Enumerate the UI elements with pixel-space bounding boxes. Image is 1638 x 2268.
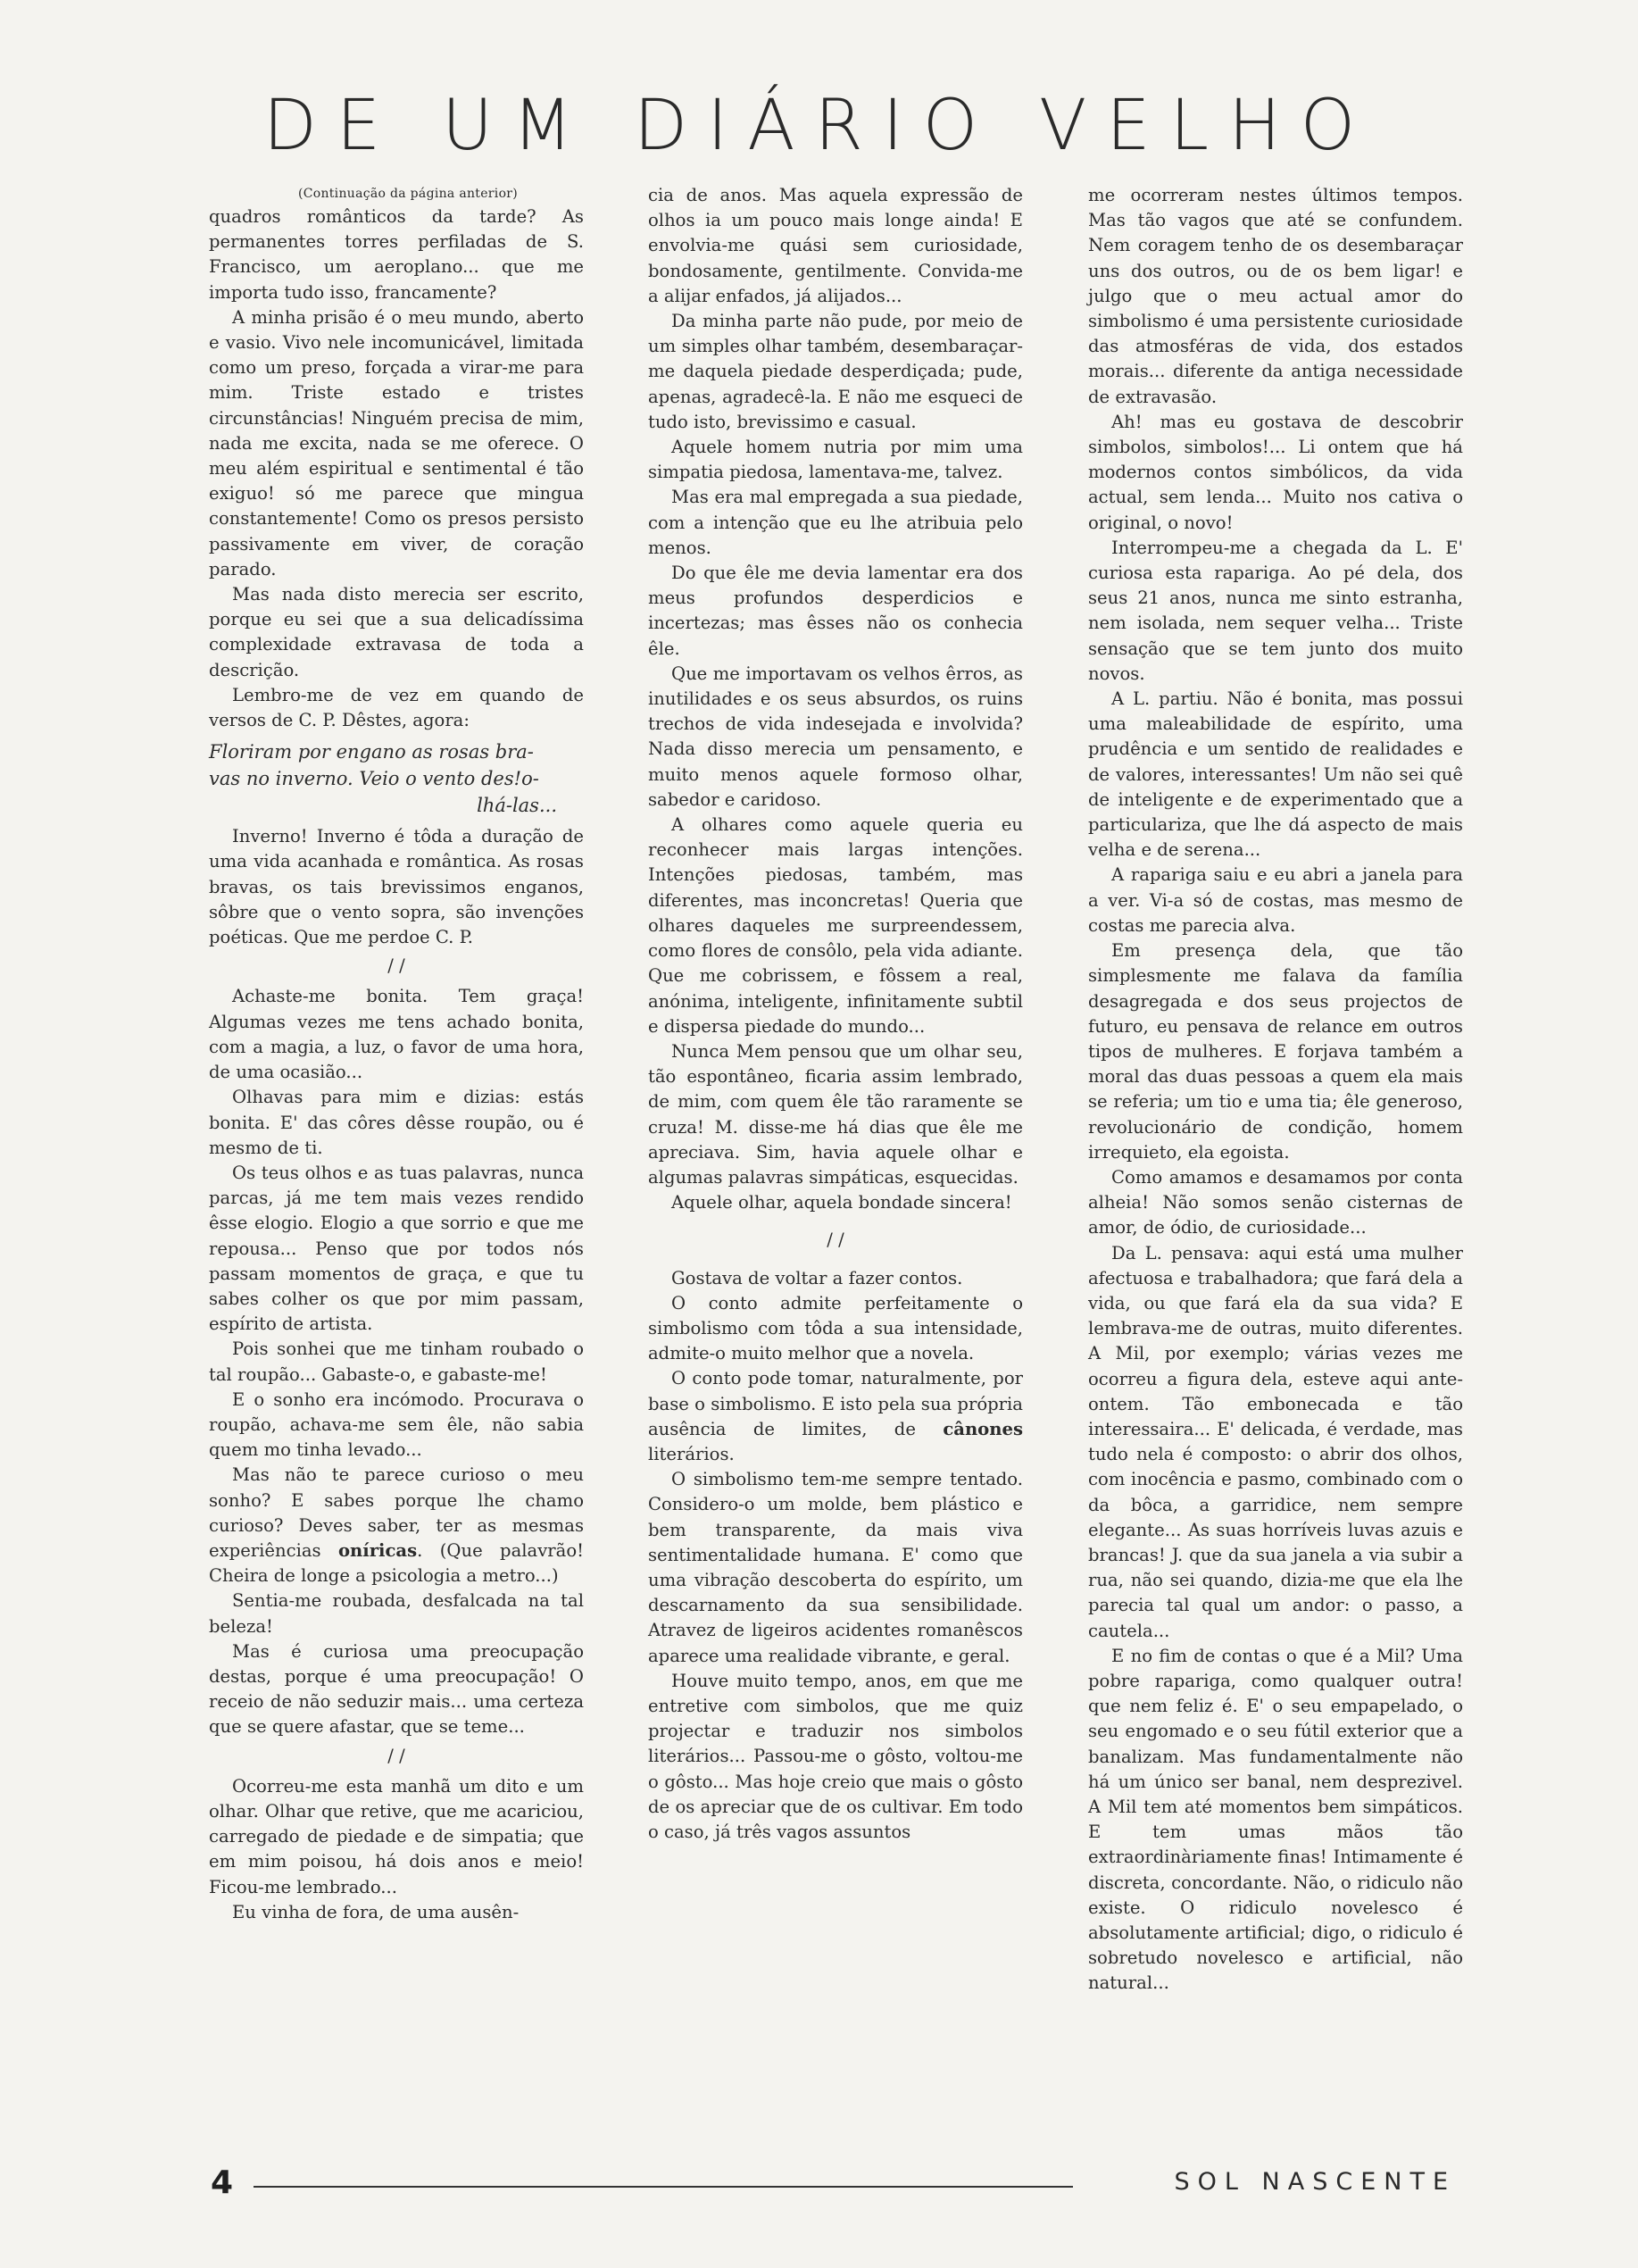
paragraph: Ah! mas eu gostava de descobrir simbolos, simbolos!... Li ontem que há modernos contos simbólicos, da vida actual, sem lenda... Muito nos cativa o original, o novo! (1088, 411, 1463, 533)
paragraph: Ocorreu-me esta manhã um dito e um olhar. Olhar que retive, que me acariciou, carregado de piedade e de simpatia; que em mim poisou, há dois anos e meio! Ficou-me lembrado... (209, 1775, 584, 1897)
paragraph: A rapariga saiu e eu abri a janela para a ver. Vi-a só de costas, mas mesmo de costas me parecia alva. (1088, 864, 1463, 936)
paragraph: A olhares como aquele queria eu reconhecer mais largas intenções. Intenções piedosas, também, mas diferentes, mas inconcretas! Queria que olhares daqueles me surpreendessem, como flores de consôlo, pela vida adiante. Que me cobrissem, e fôssem a real, anónima, inteligente, infinitamente subtil e dispersa piedade do mundo... (648, 814, 1023, 1037)
paragraph: Interrompeu-me a chegada da L. E' curiosa esta rapariga. Ao pé dela, dos seus 21 anos, nunca me sinto estranha, nem isolada, nem sequer velha... Triste sensação que se tem junto dos muito novos. (1088, 537, 1463, 684)
paragraph: A minha prisão é o meu mundo, aberto e vasio. Vivo nele incomunicável, limitada como um preso, forçada a virar-me para mim. Triste estado e tristes circunstâncias! Ninguém precisa de mim, nada me excita, nada se me oferece. O meu além espiritual e sentimental é tão exiguo! só me parece que mingua constantemente! Como os presos persisto passivamente em viver, de coração parado. (209, 306, 584, 580)
footer-rule (254, 2186, 1073, 2188)
paragraph: Aquele olhar, aquela bondade sincera! (671, 1192, 1012, 1213)
paragraph: Mas era mal empregada a sua piedade, com a intenção que eu lhe atribuia pelo menos. (648, 487, 1023, 558)
magazine-name: SOL NASCENTE (1174, 2168, 1456, 2196)
paragraph: E o sonho era incómodo. Procurava o roupão, achava-me sem êle, não sabia quem mo tinha levado... (209, 1388, 584, 1461)
paragraph: Mas é curiosa uma preocupação destas, porque é uma preocupação! O receio de não seduzir mais... uma certeza que se quere afastar, que se teme... (209, 1640, 584, 1738)
section-separator: / / (387, 1745, 405, 1766)
paragraph: Inverno! Inverno é tôda a duração de uma vida acanhada e romântica. As rosas bravas, os tais brevissimos enganos, sôbre que o vento sopra, são invenções poéticas. Que me perdoe C. P. (209, 826, 584, 948)
section-separator: / / (827, 1230, 844, 1251)
paragraph: Olhavas para mim e dizias: estás bonita. E' das côres dêsse roupão, ou é mesmo de ti. (209, 1087, 584, 1158)
text-run: O conto pode tomar, naturalmente, por base o simbolismo. E isto pela sua própria ausência de limites, de (648, 1368, 1023, 1439)
paragraph: Gostava de voltar a fazer contos. (671, 1267, 963, 1288)
paragraph: O conto admite perfeitamente o simbolismo com tôda a sua intensidade, admite-o muito melhor que a novela. (648, 1292, 1023, 1364)
column-2 (648, 183, 1023, 1845)
column-3 (1088, 183, 1463, 1997)
paragraph: E no fim de contas o que é a Mil? Uma pobre rapariga, como qualquer outra! que nem feliz é. E' o seu empapelado, o seu engomado e o seu fútil exterior que a banalizam. Mas fundamentalmente não há um único ser banal, nem desprezivel. A Mil tem até momentos bem simpáticos. E tem umas mãos tão extraordinàriamente finas! Intimamente é discreta, concordante. Não, o ridiculo não existe. O ridiculo novelesco é absolutamente artificial; digo, o ridiculo é sobretudo novelesco e artificial, não natural... (1088, 1645, 1463, 1994)
paragraph: Lembro-me de vez em quando de versos de C. P. Dêstes, agora: (209, 684, 584, 731)
section-separator: / / (387, 955, 405, 977)
verse-quote (209, 738, 584, 819)
paragraph: Como amamos e desamamos por conta alheia! Não somos senão cisternas de amor, de ódio, de curiosidade... (1088, 1166, 1463, 1238)
paragraph: cia de anos. Mas aquela expressão de olhos ia um pouco mais longe ainda! E envolvia-me quási sem curiosidade, bondosamente, gentilmente. Convida-me a alijar enfados, já alijados... (648, 185, 1023, 306)
bold-term: cânones (943, 1418, 1023, 1439)
paragraph: quadros românticos da tarde? As permanentes torres perfiladas de S. Francisco, um aeroplano... que me importa tudo isso, francamente? (209, 206, 584, 303)
continuation-note: (Continuação da página anterior) (297, 187, 519, 201)
verse-line: Floriram por engano as rosas bra- (209, 741, 534, 763)
text-run: . (Que palavrão! Cheira de longe a psicologia a metro...) (209, 1539, 584, 1587)
verse-line: lhá-las... (477, 795, 557, 817)
bold-term: oníricas (337, 1539, 418, 1561)
paragraph (648, 1366, 1023, 1467)
paragraph: Aquele homem nutria por mim uma simpatia piedosa, lamentava-me, talvez. (648, 437, 1023, 483)
verse-line: vas no inverno. Veio o vento des!o- (209, 768, 539, 790)
paragraph: Em presença dela, que tão simplesmente me falava da família desagregada e dos seus projectos de futuro, eu pensava de relance em outros tipos de mulheres. E forjava também a moral das duas pessoas a quem ela mais se referia; um tio e uma tia; êle generoso, revolucionário de condição, homem irrequieto, ela egoista. (1088, 940, 1463, 1163)
paragraph: Da minha parte não pude, por meio de um simples olhar também, desembaraçar-me daquela piedade desperdiçada; pude, apenas, agradecê-la. E não me esqueci de tudo isto, brevissimo e casual. (648, 311, 1023, 432)
paragraph: A L. partiu. Não é bonita, mas possui uma maleabilidade de espírito, uma prudência e um sentido de realidades e de valores, interessantes! Um não sei quê de inteligente e de experimentado que a particulariza, que lhe dá aspecto de mais velha e de serena... (1088, 688, 1463, 861)
paragraph: Sentia-me roubada, desfalcada na tal beleza! (209, 1590, 584, 1637)
text-run: Mas não te parece curioso o meu sonho? E sabes porque lhe chamo curioso? Deves saber, ter as mesmas experiências (209, 1464, 584, 1561)
paragraph (209, 1463, 584, 1588)
paragraph: Da L. pensava: aqui está uma mulher afectuosa e trabalhadora; que fará dela a vida, ou que fará ela da sua vida? E lembrava-me de outras, muito diferentes. A Mil, por exemplo; várias vezes me ocorreu a figura dela, esteve aqui ante-ontem. Tão embonecada e tão interessaira... E' delicada, é verdade, mas tudo nela é composto: o abrir dos olhos, com inocência e pasmo, combinado com o da bôca, a garridice, nem sempre elegante... As suas horríveis luvas azuis e brancas! J. que da sua janela a via subir a rua, não sei quando, dizia-me que ela lhe parecia tal qual um andor: o passo, a cautela... (1088, 1242, 1463, 1641)
paragraph: Achaste-me bonita. Tem graça! Algumas vezes me tens achado bonita, com a magia, a luz, o favor de uma hora, de uma ocasião... (209, 986, 584, 1083)
paragraph: Que me importavam os velhos êrros, as inutilidades e os seus absurdos, os ruins trechos de vida indesejada e involvida? Nada disso merecia um pensamento, e muito menos aquele formoso olhar, sabedor e caridoso. (648, 663, 1023, 810)
paragraph: Do que êle me devia lamentar era dos meus profundos desperdicios e incertezas; mas êsses não os conhecia êle. (648, 563, 1023, 659)
paragraph: Eu vinha de fora, de uma ausên- (232, 1901, 520, 1922)
text-run: literários. (648, 1443, 735, 1464)
paragraph: Mas nada disto merecia ser escrito, porque eu sei que a sua delicadíssima complexidade extravasa de toda a descrição. (209, 584, 584, 680)
paragraph: Os teus olhos e as tuas palavras, nunca parcas, já me tem mais vezes rendido êsse elogio. Elogio a que sorrio e que me repousa... Penso que por todos nós passam momentos de graça, e que tu sabes colher os que por mim passam, espírito de artista. (209, 1162, 584, 1335)
paragraph: Nunca Mem pensou que um olhar seu, tão espontâneo, ficaria assim lembrado, de mim, com quem êle tão raramente se cruza! M. disse-me há dias que êle me apreciava. Sim, havia aquele olhar e algumas palavras simpáticas, esquecidas. (648, 1040, 1023, 1188)
paragraph: O simbolismo tem-me sempre tentado. Considero-o um molde, bem plástico e bem transparente, da mais viva sentimentalidade humana. E' como que uma vibração descoberta do espírito, um descarnamento da sua sensibilidade. Atravez de ligeiros acidentes romanêscos aparece uma realidade vibrante, e geral. (648, 1469, 1023, 1666)
paragraph: me ocorreram nestes últimos tempos. Mas tão vagos que até se confundem. Nem coragem tenho de os desembaraçar uns dos outros, ou de os bem ligar! e julgo que o meu actual amor do simbolismo é uma persistente curiosidade das atmosféras de vida, dos estados morais... diferente da antiga necessidade de extravasão. (1088, 185, 1463, 407)
paragraph: Pois sonhei que me tinham roubado o tal roupão... Gabaste-o, e gabaste-me! (209, 1338, 584, 1385)
page-number: 4 (211, 2164, 234, 2201)
article-title: DE UM DIÁRIO VELHO (262, 86, 1376, 166)
paragraph: Houve muito tempo, anos, em que me entretive com simbolos, que me quiz projectar e traduzir nos simbolos literários... Passou-me o gôsto, voltou-me o gôsto... Mas hoje creio que mais o gôsto de os apreciar que de os cultivar. Em todo o caso, já três vagos assuntos (648, 1670, 1023, 1842)
page-footer (211, 2164, 1456, 2200)
column-1 (209, 183, 584, 1925)
